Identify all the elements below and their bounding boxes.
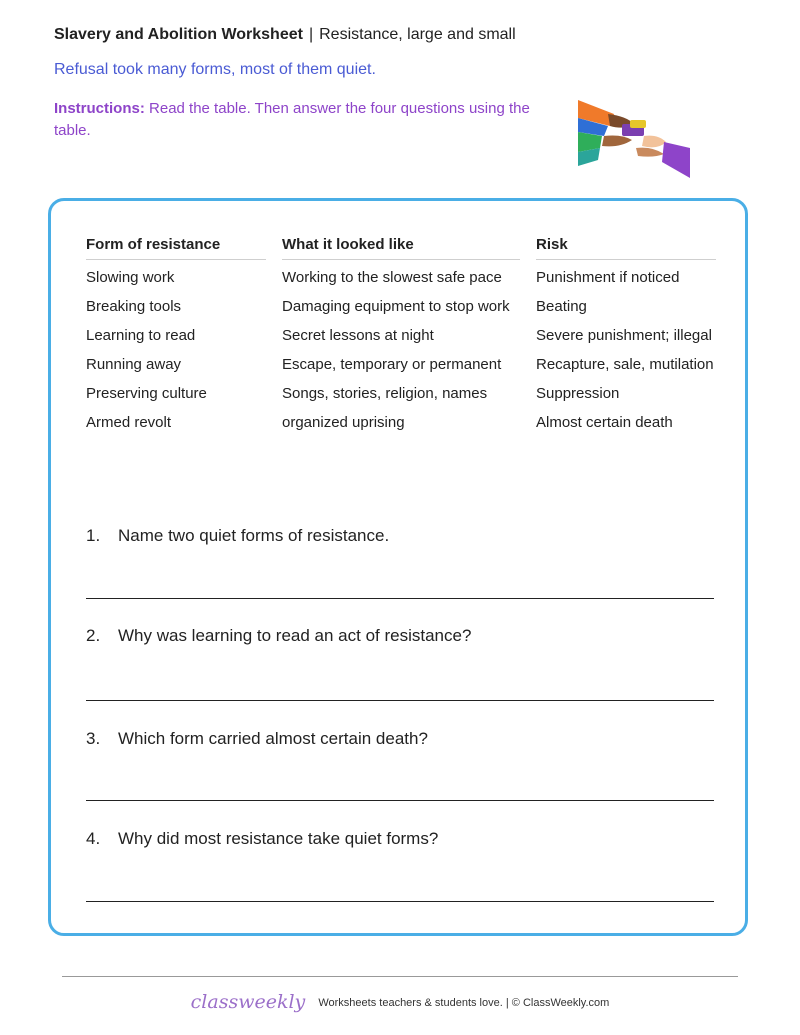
footer — [0, 991, 800, 1013]
footer-divider — [62, 976, 738, 977]
question-number: 4. — [86, 829, 101, 848]
table-cell-risk: Recapture, sale, mutilation — [536, 356, 714, 373]
table-row — [86, 376, 716, 405]
table-cell-looked-like: Songs, stories, religion, names — [282, 385, 488, 402]
table-row — [86, 260, 716, 289]
table-cell-risk: Beating — [536, 298, 587, 315]
question-1 — [86, 526, 389, 546]
table-cell-looked-like: organized uprising — [282, 414, 405, 431]
table-cell-form: Preserving culture — [86, 385, 207, 402]
worksheet-topic: Resistance, large and small — [319, 26, 516, 43]
answer-line-4[interactable] — [86, 901, 714, 902]
table-row — [86, 318, 716, 347]
table-cell-risk: Punishment if noticed — [536, 269, 680, 286]
table-cell-form: Slowing work — [86, 269, 175, 286]
question-text: Which form carried almost certain death? — [118, 729, 428, 748]
answer-line-2[interactable] — [86, 700, 714, 701]
question-text: Why did most resistance take quiet forms? — [118, 829, 439, 848]
header-separator: | — [308, 26, 314, 43]
question-4 — [86, 829, 438, 849]
footer-tagline: Worksheets teachers & students love. — [318, 997, 503, 1009]
table-row — [86, 405, 716, 434]
table-header-row — [86, 236, 716, 260]
column-header-risk: Risk — [536, 236, 716, 260]
table-cell-risk: Severe punishment; illegal — [536, 327, 712, 344]
table-cell-form: Breaking tools — [86, 298, 182, 315]
question-3 — [86, 729, 428, 749]
table-cell-form: Running away — [86, 356, 182, 373]
hands-passing-box-icon — [574, 96, 694, 180]
answer-line-3[interactable] — [86, 800, 714, 801]
worksheet-subtitle: Refusal took many forms, most of them quiet. — [54, 61, 376, 78]
table-cell-risk: Suppression — [536, 385, 620, 402]
worksheet-title: Slavery and Abolition Worksheet — [54, 26, 303, 43]
table-cell-form: Learning to read — [86, 327, 196, 344]
question-number: 1. — [86, 526, 101, 545]
brand-logo: classweekly — [190, 991, 306, 1013]
worksheet-header — [54, 26, 516, 44]
table-row — [86, 347, 716, 376]
resistance-table — [86, 236, 716, 434]
answer-line-1[interactable] — [86, 598, 714, 599]
column-header-looked-like: What it looked like — [282, 236, 520, 260]
question-text: Name two quiet forms of resistance. — [118, 526, 390, 545]
table-cell-looked-like: Working to the slowest safe pace — [282, 269, 502, 286]
question-number: 3. — [86, 729, 101, 748]
table-cell-form: Armed revolt — [86, 414, 172, 431]
table-cell-looked-like: Escape, temporary or permanent — [282, 356, 502, 373]
question-number: 2. — [86, 626, 101, 645]
footer-separator: | — [505, 997, 509, 1009]
instructions-text: Read the table. Then answer the four questions using the table. — [54, 100, 530, 139]
question-text: Why was learning to read an act of resistance? — [118, 626, 472, 645]
table-cell-looked-like: Secret lessons at night — [282, 327, 434, 344]
question-2 — [86, 626, 471, 646]
instructions — [54, 98, 534, 142]
table-cell-looked-like: Damaging equipment to stop work — [282, 298, 510, 315]
column-header-form: Form of resistance — [86, 236, 266, 260]
instructions-label: Instructions: — [54, 100, 145, 117]
table-cell-risk: Almost certain death — [536, 414, 673, 431]
footer-copyright: © ClassWeekly.com — [511, 997, 610, 1009]
table-row — [86, 289, 716, 318]
